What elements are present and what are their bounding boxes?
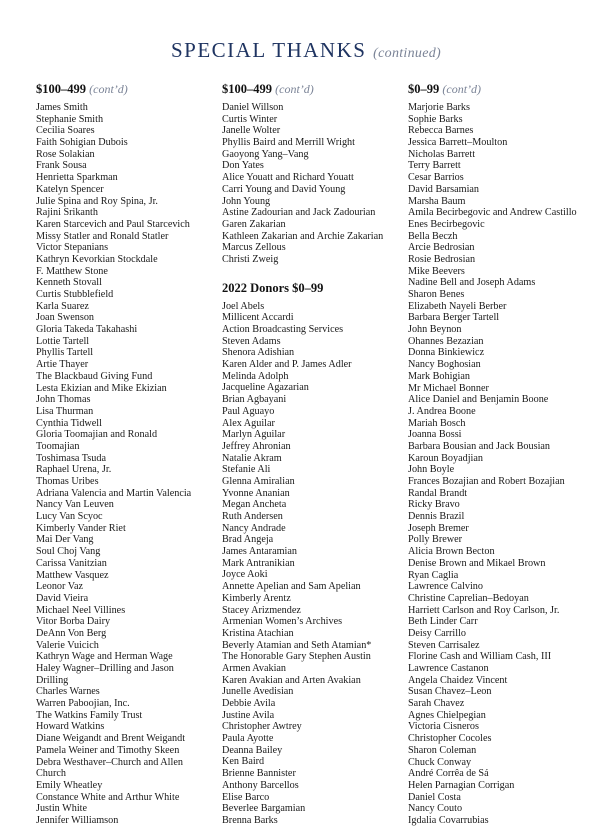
donor-name: Toomajian (36, 440, 80, 452)
donor-name: Joseph Bremer (408, 522, 469, 534)
section-heading-continued: (cont’d) (89, 82, 128, 96)
donor-name: Kathleen Zakarian and Archie Zakarian (222, 230, 384, 242)
donor-name: Nancy Van Leuven (36, 499, 114, 511)
donor-name: Elizabeth Nayeli Berber (408, 300, 507, 312)
donor-name: The Blackbaud Giving Fund (36, 370, 153, 382)
donor-name: Gloria Takeda Takahashi (36, 324, 138, 336)
donor-name: Dennis Brazil (408, 511, 465, 523)
donor-name: Emily Wheatley (36, 779, 103, 791)
donor-name: Sharon Benes (408, 289, 465, 300)
donor-name: Lucy Van Scyoc (36, 511, 103, 523)
donor-name: Gaoyong Yang–Vang (222, 148, 309, 160)
donor-name: Howard Watkins (36, 721, 105, 733)
donor-name: Frank Sousa (36, 160, 87, 172)
donor-name: Igdalia Covarrubias (408, 814, 489, 826)
donor-name: Shenora Adishian (222, 347, 295, 359)
donor-name: Paula Ayotte (222, 733, 274, 745)
donor-name: Melinda Adolph (222, 370, 289, 382)
donor-name: Valerie Vuicich (36, 639, 99, 651)
donor-name: The Watkins Family Trust (36, 709, 143, 721)
donor-name: Marjorie Barks (408, 102, 470, 113)
donor-name: Diane Weigandt and Brent Weigandt (36, 733, 186, 745)
donor-name: Kristina Atachian (222, 627, 294, 639)
donor-name: Karen Avakian and Arten Avakian (222, 674, 361, 686)
donor-name: Sharon Coleman (408, 744, 477, 756)
donor-name: Mark Bohigian (408, 370, 470, 382)
donor-column-2 (222, 81, 400, 827)
donor-name: Katelyn Spencer (36, 183, 104, 195)
donor-name: Christopher Awtrey (222, 721, 302, 733)
donor-name: Arcie Bedrosian (408, 242, 475, 254)
donor-name: Michael Neel Villines (36, 604, 126, 616)
donor-name: DeAnn Von Berg (36, 627, 107, 639)
donor-name: John Beynon (408, 324, 462, 336)
donor-name: Ricky Bravo (408, 499, 460, 511)
section-heading-continued: (cont’d) (275, 82, 314, 96)
donor-name: Jacqueline Agazarian (222, 382, 309, 394)
donor-name: Adriana Valencia and Martin Valencia (36, 487, 192, 499)
donor-name: Ohannes Bezazian (408, 335, 484, 347)
section-heading (222, 81, 400, 97)
donor-name: Amila Becirbegovic and Andrew Castillo (408, 207, 577, 219)
donor-name: Jennifer Williamson (36, 814, 119, 826)
donor-name: Marsha Baum (408, 195, 466, 207)
section-heading-range: $0–99 (408, 82, 440, 96)
donor-name: John Thomas (36, 394, 91, 406)
donor-list (408, 102, 586, 827)
donor-name: Armenian Women’s Archives (222, 616, 343, 628)
donor-name: Matthew Vasquez (36, 569, 109, 581)
donor-name: James Antaramian (222, 546, 297, 558)
donor-name: Drilling (36, 674, 69, 686)
donor-name: Yvonne Ananian (222, 487, 290, 499)
donor-name: Gloria Toomajian and Ronald (36, 429, 158, 441)
donor-name: Don Yates (222, 160, 264, 172)
donor-name: Victoria Cisneros (408, 721, 479, 733)
donor-name: Karla Suarez (36, 300, 89, 312)
section-heading (36, 81, 216, 97)
donor-name: Bella Beczh (408, 230, 458, 242)
donor-name: Constance White and Arthur White (36, 791, 180, 803)
donor-name: Kenneth Stovall (36, 277, 102, 289)
donor-name: Justine Avila (222, 709, 275, 721)
donor-name: Curtis Winter (222, 113, 278, 125)
donor-name: Missy Statler and Ronald Statler (36, 230, 169, 242)
donor-name: Joan Swenson (36, 312, 95, 324)
donor-name: Kimberly Arentz (222, 592, 291, 604)
donor-name: Alice Daniel and Benjamin Boone (408, 394, 549, 406)
donor-name: Mark Antranikian (222, 557, 295, 569)
donor-name: Sophie Barks (408, 113, 463, 125)
donor-name: Ryan Caglia (408, 569, 459, 581)
donor-name: Beverlee Bargamian (222, 803, 306, 815)
donor-name: James Smith (36, 102, 88, 113)
donor-name: André Corrêa de Sá (408, 768, 489, 780)
donor-name: J. Andrea Boone (408, 405, 476, 417)
donor-name: Karen Starcevich and Paul Starcevich (36, 218, 190, 230)
donor-name: Rosie Bedrosian (408, 253, 476, 265)
donor-name: Phyllis Tartell (36, 347, 94, 359)
donor-name: Deanna Bailey (222, 744, 283, 756)
donor-name: Karen Alder and P. James Adler (222, 359, 352, 371)
donor-name: Barbara Berger Tartell (408, 312, 500, 324)
donor-name: Daniel Willson (222, 102, 284, 113)
donor-name: Karoun Boyadjian (408, 452, 483, 464)
section-heading (408, 81, 586, 97)
donor-name: Warren Paboojian, Inc. (36, 698, 130, 710)
donor-name: Mike Beevers (408, 265, 465, 277)
donor-name: Annette Apelian and Sam Apelian (222, 581, 361, 593)
donor-name: F. Matthew Stone (36, 265, 108, 277)
donor-name: Glenna Amiralian (222, 475, 295, 487)
donor-name: Soul Choj Vang (36, 546, 101, 558)
donor-name: Ken Baird (222, 756, 265, 768)
donor-name: Joanna Bossi (408, 429, 462, 441)
donor-list (222, 102, 400, 266)
donor-name: Marcus Zellous (222, 242, 286, 254)
donor-name: Lottie Tartell (36, 335, 90, 347)
donor-name: Pamela Weiner and Timothy Skeen (36, 744, 180, 756)
donor-name: Lawrence Castanon (408, 663, 489, 674)
donor-name: Cynthia Tidwell (36, 417, 102, 429)
donor-name: Toshimasa Tsuda (36, 452, 106, 464)
page-title-continued: (continued) (373, 46, 442, 61)
donor-name: Beverly Atamian and Seth Atamian* (222, 639, 372, 651)
donor-name: David Barsamian (408, 183, 480, 195)
donor-name: Stefanie Ali (222, 464, 271, 476)
donor-name: Debbie Avila (222, 698, 276, 709)
donor-name: Paul Aguayo (222, 405, 275, 417)
donor-name: Barbara Bousian and Jack Bousian (408, 440, 551, 452)
donor-name: Kathryn Wage and Herman Wage (36, 651, 173, 663)
donor-name: Christopher Cocoles (408, 733, 492, 745)
donor-name: Mariah Bosch (408, 417, 466, 429)
donor-name: Brad Angeja (222, 534, 274, 546)
donor-name: Susan Chavez–Leon (408, 686, 492, 698)
donor-name: Alice Youatt and Richard Youatt (222, 172, 354, 184)
section-heading-range: $100–499 (222, 82, 272, 96)
donor-name: Sarah Chavez (408, 698, 465, 710)
donor-name: Lawrence Calvino (408, 581, 483, 593)
donor-name: Astine Zadourian and Jack Zadourian (222, 207, 376, 219)
donor-name: Elise Barco (222, 791, 270, 803)
donor-name: Alicia Brown Becton (408, 546, 495, 558)
donor-name: Joel Abels (222, 300, 265, 312)
section-heading-2022-donors: 2022 Donors $0–99 (222, 280, 324, 295)
donor-name: Janelle Wolter (222, 125, 281, 137)
donor-name: Phyllis Baird and Merrill Wright (222, 137, 355, 149)
donor-name: Rebecca Barnes (408, 125, 474, 137)
donor-name: Artie Thayer (36, 359, 89, 371)
donor-name: Donna Binkiewicz (408, 347, 485, 359)
donor-name: Beth Linder Carr (408, 616, 478, 628)
donor-name: Brian Agbayani (222, 394, 287, 406)
donor-column-3 (408, 81, 586, 827)
donor-name: Steven Carrisalez (408, 639, 480, 651)
donor-name: Chuck Conway (408, 756, 472, 768)
donor-name: Thomas Uribes (36, 476, 99, 487)
donor-name: Armen Avakian (222, 662, 287, 674)
page-title (0, 38, 612, 63)
donor-name: Daniel Costa (408, 791, 461, 803)
donor-name: Millicent Accardi (222, 312, 294, 324)
section-heading-continued: (cont’d) (442, 82, 482, 96)
donor-name: Haley Wagner–Drilling and Jason (36, 663, 174, 674)
donor-name: Jeffrey Ahronian (222, 440, 291, 452)
donor-name: Brenna Barks (222, 814, 278, 826)
donor-name: Justin White (36, 803, 88, 815)
donor-name: Action Broadcasting Services (222, 324, 344, 335)
donor-name: Harriett Carlson and Roy Carlson, Jr. (408, 604, 560, 616)
donor-name: Rajini Srikanth (36, 207, 98, 219)
donor-name: Natalie Akram (222, 452, 282, 464)
donor-name: Nicholas Barrett (408, 148, 476, 160)
donor-name: Nancy Andrade (222, 522, 286, 534)
donor-name: Curtis Stubblefield (36, 289, 114, 300)
donor-name: Leonor Vaz (36, 581, 84, 593)
donor-name: Kimberly Vander Riet (36, 522, 126, 534)
donor-name: Jessica Barrett–Moulton (408, 137, 508, 149)
donor-name: Christi Zweig (222, 253, 279, 265)
donor-name: Julie Spina and Roy Spina, Jr. (36, 195, 158, 207)
donor-name: Faith Sohigian Dubois (36, 137, 128, 149)
donor-name: Debra Westhaver–Church and Allen (36, 756, 183, 768)
donor-name: Carri Young and David Young (222, 183, 346, 195)
donor-name: Mr Michael Bonner (408, 382, 489, 394)
donor-name: Stacey Arizmendez (222, 604, 301, 616)
donor-name: Terry Barrett (408, 160, 461, 172)
donor-name: Ruth Andersen (222, 511, 283, 522)
donor-name: Vitor Borba Dairy (36, 616, 111, 628)
donor-name: Nancy Boghosian (408, 359, 481, 371)
donor-name: Helen Parnagian Corrigan (408, 779, 515, 791)
donor-list-2022 (222, 301, 400, 827)
donor-name: Marlyn Aguilar (222, 429, 286, 441)
donor-name: Joyce Aoki (222, 569, 268, 581)
donor-column-1 (36, 81, 216, 827)
donor-name: Victor Stepanians (36, 242, 109, 254)
donor-name: Polly Brewer (408, 534, 463, 546)
donor-name: David Vieira (36, 592, 89, 604)
donor-name: Enes Becirbegovic (408, 218, 485, 230)
donor-name: John Young (222, 195, 271, 207)
donor-name: Agnes Chielpegian (408, 709, 486, 721)
donor-name: Charles Warnes (36, 686, 100, 698)
donor-name: Lesta Ekizian and Mike Ekizian (36, 382, 167, 394)
donor-name: Garen Zakarian (222, 218, 286, 230)
donor-name: Christine Caprelian–Bedoyan (408, 592, 529, 604)
donor-name: Randal Brandt (408, 487, 468, 499)
donor-name: Deisy Carrillo (408, 627, 467, 639)
donor-name: Cesar Barrios (408, 172, 464, 184)
donor-name: Denise Brown and Mikael Brown (408, 557, 546, 569)
donor-name: Carissa Vanitzian (36, 557, 107, 569)
donor-name: Henrietta Sparkman (36, 172, 118, 184)
donor-name: Church (36, 768, 66, 780)
donor-name: Mai Der Vang (36, 534, 94, 546)
section-heading-range: $100–499 (36, 82, 86, 96)
donor-name: Florine Cash and William Cash, III (408, 651, 552, 663)
donor-name: Nancy Couto (408, 803, 463, 815)
donor-name: Cecilia Soares (36, 125, 95, 137)
donor-name: Rose Solakian (36, 148, 95, 160)
donor-name: The Honorable Gary Stephen Austin (222, 651, 371, 663)
donor-name: Frances Bozajian and Robert Bozajian (408, 476, 565, 487)
donor-name: Steven Adams (222, 335, 281, 347)
donor-name: John Boyle (408, 464, 455, 476)
donor-name: Nadine Bell and Joseph Adams (408, 277, 536, 289)
donor-name: Brienne Bannister (222, 768, 296, 780)
donor-name: Raphael Urena, Jr. (36, 464, 112, 476)
donor-name: Stephanie Smith (36, 113, 104, 125)
donor-list (36, 102, 216, 827)
donor-name: Anthony Barcellos (222, 779, 299, 791)
donor-name: Alex Aguilar (222, 417, 275, 429)
donor-name: Junelle Avedisian (222, 686, 294, 698)
page-title-text: SPECIAL THANKS (170, 38, 367, 62)
donor-name: Megan Ancheta (222, 499, 287, 511)
donor-name: Angela Chaidez Vincent (408, 674, 508, 686)
donor-name: Kathryn Kevorkian Stockdale (36, 253, 158, 265)
donor-name: Lisa Thurman (36, 405, 94, 417)
